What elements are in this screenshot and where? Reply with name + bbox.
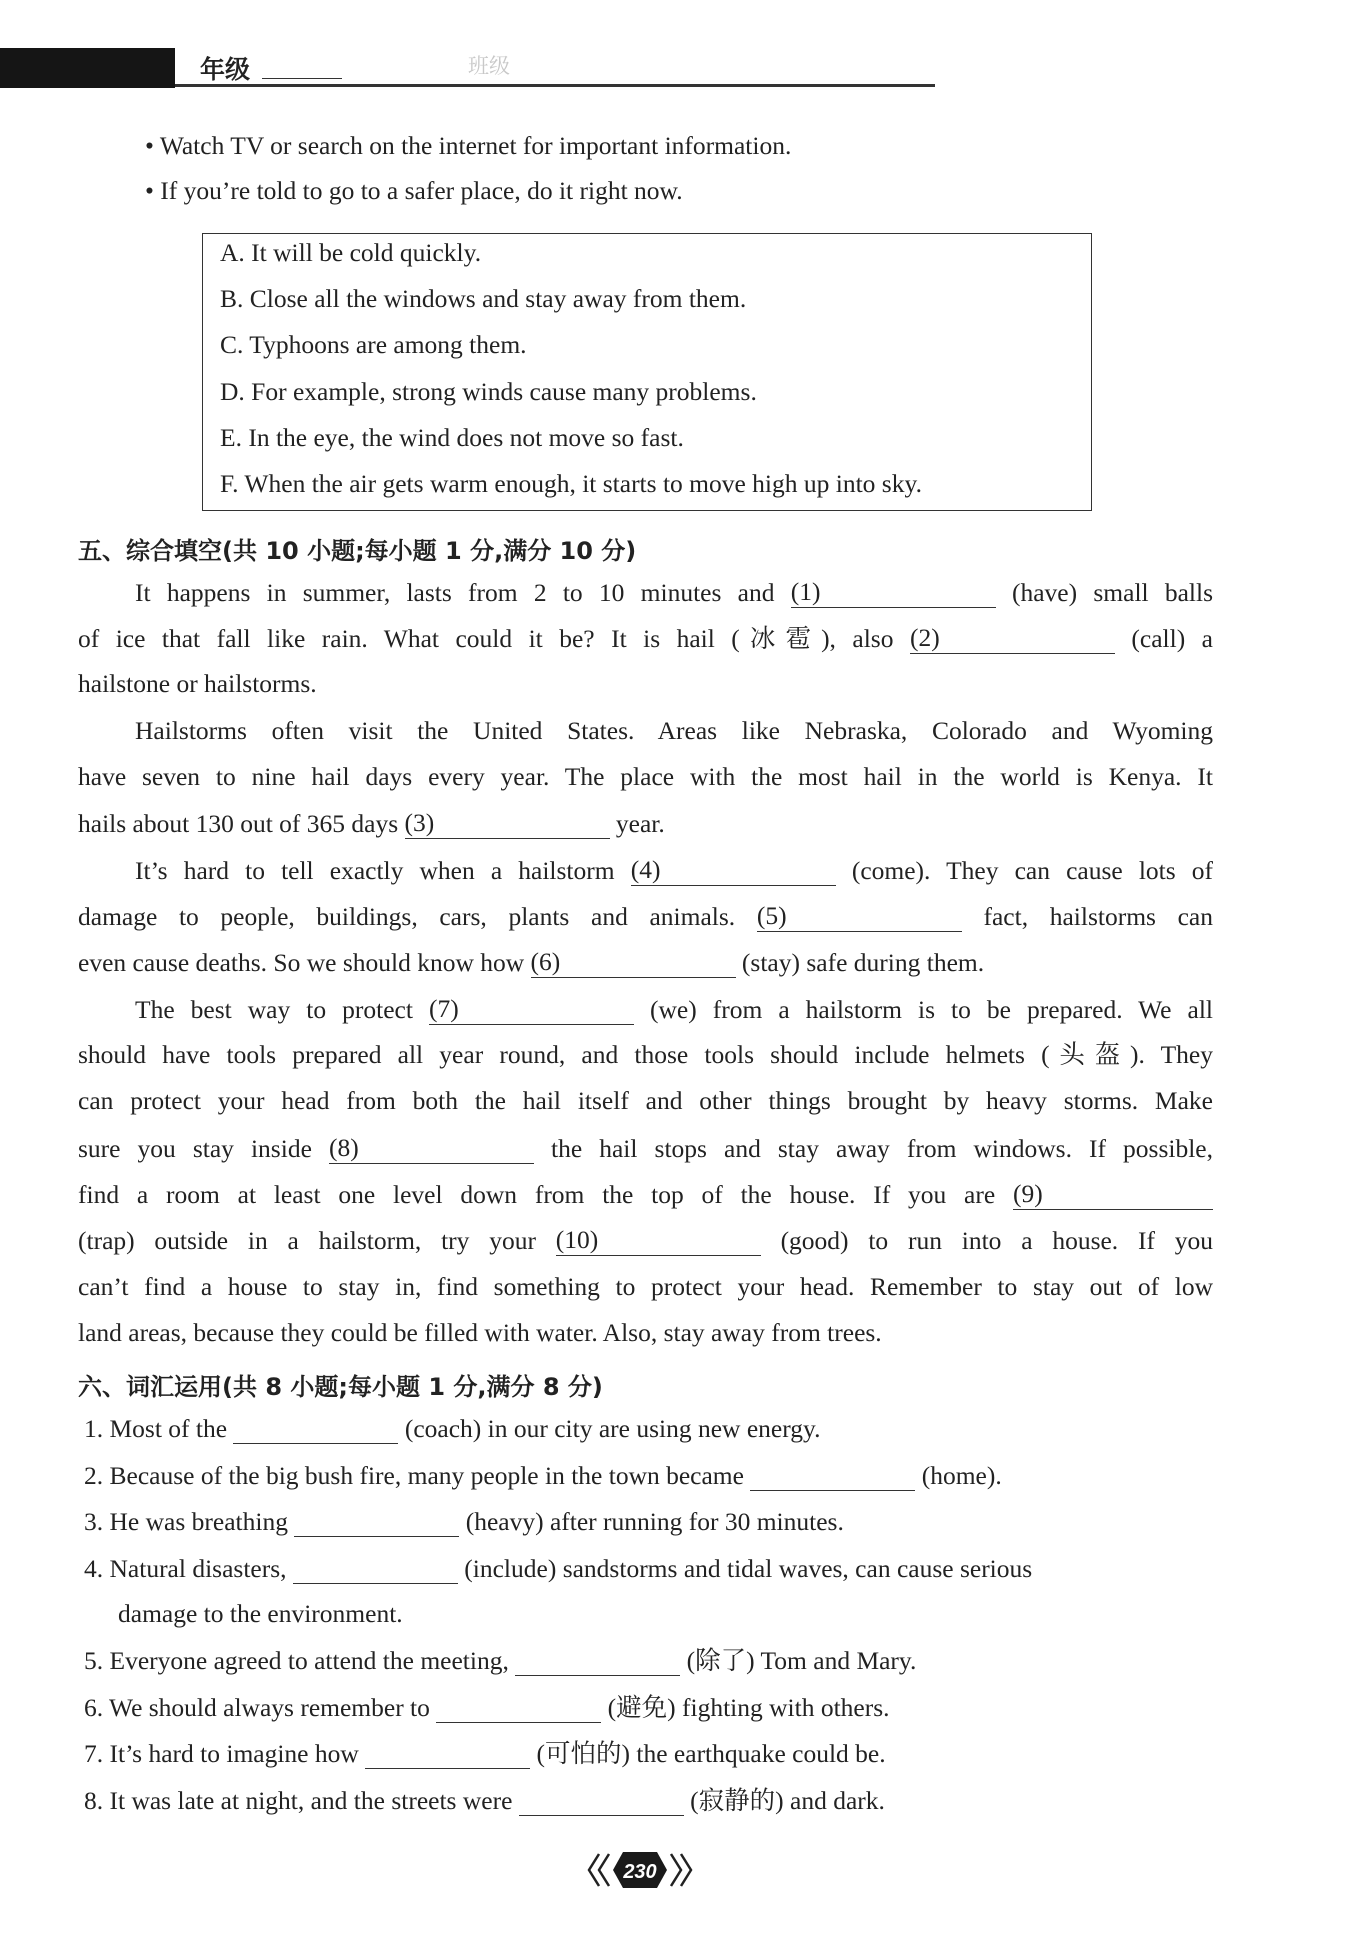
- option-b: B. Close all the windows and stay away from them.: [220, 284, 747, 313]
- s5-line-6: hails about 130 out of 365 days (3) year.: [78, 808, 665, 838]
- option-f: F. When the air gets warm enough, it starts to move high up into sky.: [220, 469, 922, 498]
- option-a: A. It will be cold quickly.: [220, 238, 482, 267]
- s5-line-16: can’t find a house to stay in, find something to protect your head. Remember to stay out of low: [78, 1272, 1213, 1301]
- vocab-blank-8[interactable]: [519, 1785, 684, 1816]
- header-bar: [0, 48, 175, 88]
- s5-line-15: (trap) outside in a hailstorm, try your (10) (good) to run into a house. If you: [78, 1225, 1214, 1255]
- blank-7[interactable]: (7): [429, 994, 634, 1025]
- vocab-q5: 5. Everyone agreed to attend the meeting, (除了) Tom and Mary.: [84, 1646, 917, 1675]
- page-number-badge: [585, 1848, 695, 1892]
- s5-line-3: hailstone or hailstorms.: [78, 669, 317, 698]
- vocab-q4: 4. Natural disasters, (include) sandstorms and tidal waves, can cause serious: [84, 1554, 1033, 1583]
- vocab-q6: 6. We should always remember to (避免) fighting with others.: [84, 1693, 890, 1722]
- blank-6[interactable]: (6): [531, 947, 736, 978]
- grade-blank: [262, 78, 342, 79]
- blank-3[interactable]: (3): [405, 808, 610, 839]
- s5-line-7: It’s hard to tell exactly when a hailstorm (4) (come). They can cause lots of: [135, 855, 1214, 885]
- blank-5[interactable]: (5): [757, 901, 962, 932]
- s5-line-11: should have tools prepared all year round, and those tools should include helmets (头盔). They: [78, 1040, 1213, 1069]
- s5-line-14: find a room at least one level down from the top of the house. If you are (9): [78, 1179, 1213, 1210]
- s5-line-1: It happens in summer, lasts from 2 to 10 minutes and (1) (have) small balls: [135, 577, 1214, 607]
- left-chevron-icon: [589, 1854, 599, 1886]
- blank-10[interactable]: (10): [556, 1225, 761, 1256]
- right-chevron-icon: [671, 1854, 681, 1886]
- option-d: D. For example, strong winds cause many problems.: [220, 377, 757, 406]
- s5-line-17: land areas, because they could be filled with water. Also, stay away from trees.: [78, 1318, 882, 1347]
- s5-line-5: have seven to nine hail days every year. The place with the most hail in the world is Kenya. It: [78, 762, 1213, 791]
- vocab-q7: 7. It’s hard to imagine how (可怕的) the earthquake could be.: [84, 1739, 886, 1768]
- s5-line-9: even cause deaths. So we should know how (6) (stay) safe during them.: [78, 947, 985, 977]
- option-c: C. Typhoons are among them.: [220, 330, 527, 359]
- s5-line-2: of ice that fall like rain. What could it be? It is hail (冰雹), also (2) (call) a: [78, 623, 1213, 653]
- blank-2[interactable]: (2): [910, 623, 1115, 654]
- vocab-q8: 8. It was late at night, and the streets were (寂静的) and dark.: [84, 1786, 885, 1815]
- class-label-faint: 班级: [468, 54, 510, 78]
- s5-line-13: sure you stay inside (8) the hail stops and stay away from windows. If possible,: [78, 1133, 1214, 1163]
- vocab-q1: 1. Most of the (coach) in our city are using new energy.: [84, 1414, 821, 1443]
- s5-line-8: damage to people, buildings, cars, plants and animals. (5) fact, hailstorms can: [78, 901, 1214, 931]
- vocab-blank-2[interactable]: [750, 1460, 915, 1491]
- vocab-blank-4[interactable]: [293, 1553, 458, 1584]
- vocab-blank-7[interactable]: [365, 1738, 530, 1769]
- section5-title: 五、综合填空(共 10 小题;每小题 1 分,满分 10 分): [78, 537, 637, 565]
- vocab-blank-6[interactable]: [436, 1692, 601, 1723]
- s5-line-4: Hailstorms often visit the United States. Areas like Nebraska, Colorado and Wyoming: [135, 716, 1213, 745]
- bullet-1: • Watch TV or search on the internet for important information.: [145, 131, 792, 160]
- blank-9[interactable]: (9): [1013, 1179, 1213, 1210]
- blank-8[interactable]: (8): [329, 1133, 534, 1164]
- blank-4[interactable]: (4): [631, 855, 836, 886]
- vocab-blank-5[interactable]: [515, 1645, 680, 1676]
- vocab-q4-cont: damage to the environment.: [118, 1599, 403, 1628]
- page-number: 230: [623, 1861, 657, 1883]
- header-rule: [175, 84, 935, 87]
- section6-title: 六、词汇运用(共 8 小题;每小题 1 分,满分 8 分): [78, 1373, 603, 1401]
- left-chevron-icon: [599, 1854, 609, 1886]
- option-e: E. In the eye, the wind does not move so fast.: [220, 423, 684, 452]
- vocab-blank-3[interactable]: [294, 1506, 459, 1537]
- vocab-q2: 2. Because of the big bush fire, many people in the town became (home).: [84, 1461, 1002, 1490]
- s5-line-10: The best way to protect (7) (we) from a hailstorm is to be prepared. We all: [135, 994, 1213, 1024]
- s5-line-12: can protect your head from both the hail itself and other things brought by heavy storms. Make: [78, 1086, 1213, 1115]
- vocab-q3: 3. He was breathing (heavy) after running for 30 minutes.: [84, 1507, 844, 1536]
- bullet-2: • If you’re told to go to a safer place, do it right now.: [145, 176, 683, 205]
- right-chevron-icon: [681, 1854, 691, 1886]
- blank-1[interactable]: (1): [791, 577, 996, 608]
- grade-label: 年级: [200, 55, 251, 84]
- vocab-blank-1[interactable]: [233, 1413, 398, 1444]
